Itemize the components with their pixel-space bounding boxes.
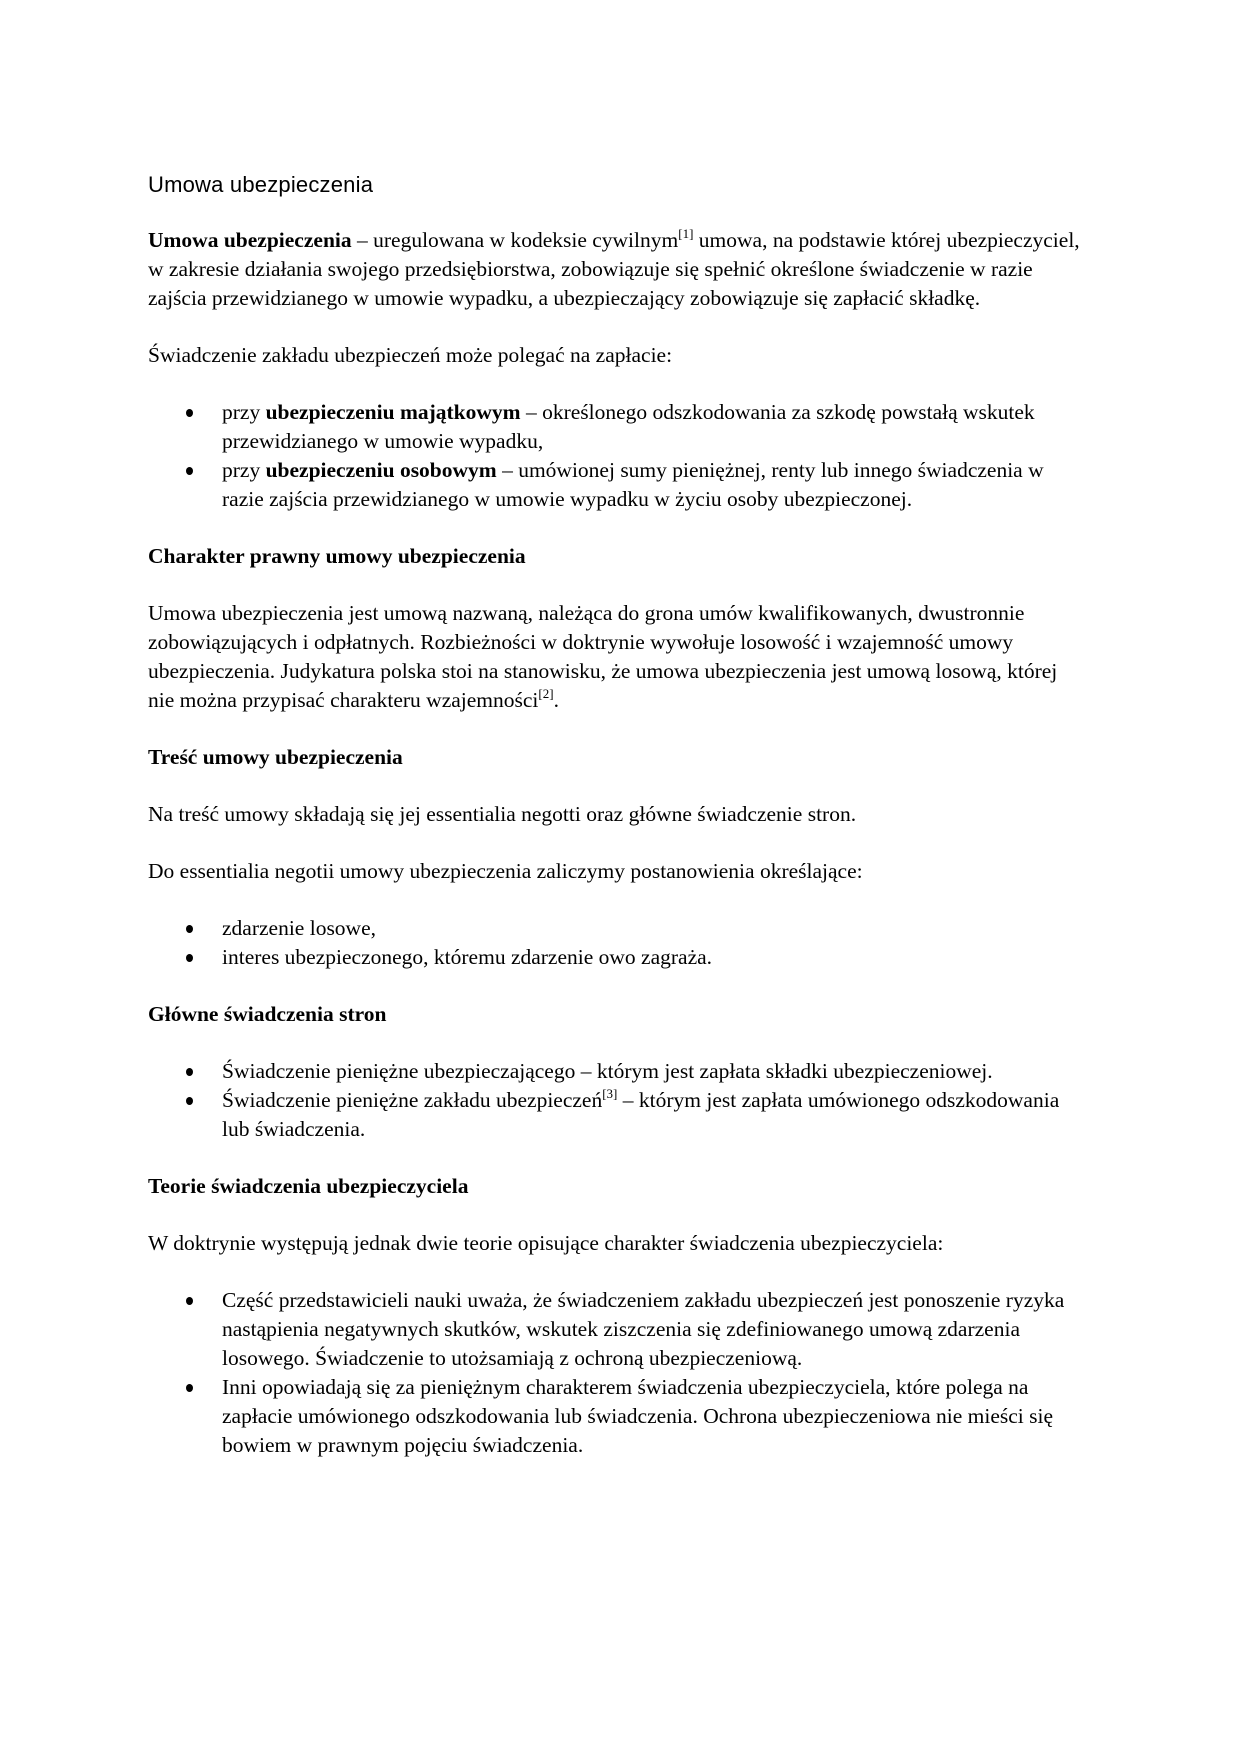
section-heading-content: Treść umowy ubezpieczenia [148,745,403,769]
bullet-icon [186,409,193,417]
item-text: zdarzenie losowe, [222,916,377,940]
bullet-icon [186,467,193,475]
payment-intro: Świadczenie zakładu ubezpieczeń może polegać na zapłacie: [148,343,673,367]
legal-character-text: Umowa ubezpieczenia jest umową nazwaną, należąca do grona umów kwalifikowanych, dwustronnie zobowiązujących i odpłatnych. Rozbieżności w doktrynie wywołuje losowość i wzajemność umowy ubezpieczenia. Judykatura polska stoi na stanowisku, że umowa ubezpieczenia jest umową losową, której nie można przypisać charakteru wzajemności [148,601,1058,712]
bullet-icon [186,954,193,962]
list-item [148,456,1088,514]
item-prefix: przy [222,400,266,424]
item-text: Świadczenie pieniężne ubezpieczającego – którym jest zapłata składki ubezpieczeniowej. [222,1059,993,1083]
list-item [148,398,1088,456]
intro-text-1: – uregulowana w kodeksie cywilnym [351,228,679,252]
section-heading-theories: Teorie świadczenia ubezpieczyciela [148,1174,469,1198]
bullet-icon [186,1097,193,1105]
content-paragraph-2: Do essentialia negotii umowy ubezpieczenia zaliczymy postanowienia określające: [148,859,863,883]
list-item [148,943,1088,972]
item-bold-term: ubezpieczeniu osobowym [265,458,497,482]
bullet-icon [186,925,193,933]
item-text: Świadczenie pieniężne zakładu ubezpieczeń [222,1088,603,1112]
footnote-ref-1[interactable]: [1] [678,226,694,241]
item-text: Inni opowiadają się za pieniężnym charakterem świadczenia ubezpieczyciela, które polega na zapłacie umówionego odszkodowania lub świadczenia. Ochrona ubezpieczeniowa nie mieści się bowiem w prawnym pojęciu świadczenia. [222,1375,1054,1457]
item-text: Część przedstawicieli nauki uważa, że świadczeniem zakładu ubezpieczeń jest ponoszenie ryzyka nastąpienia negatywnych skutków, wskutek ziszczenia się zdefiniowanego umową zdarzenia losowego. Świadczenie to utożsamiają z ochroną ubezpieczeniową. [222,1288,1065,1370]
footnote-ref-3[interactable]: [3] [602,1086,618,1101]
section-heading-legal-character: Charakter prawny umowy ubezpieczenia [148,544,526,568]
theories-paragraph: W doktrynie występują jednak dwie teorie opisujące charakter świadczenia ubezpieczyciela: [148,1231,944,1255]
main-benefits-list [148,1057,1088,1144]
bullet-icon [186,1068,193,1076]
item-text: interes ubezpieczonego, któremu zdarzenie owo zagraża. [222,945,713,969]
document-title: Umowa ubezpieczenia [148,172,374,197]
list-item [148,1057,1088,1086]
legal-character-end: . [553,688,559,712]
document-page [148,172,1088,1460]
list-item [148,1373,1088,1460]
intro-text-2: umowa, na podstawie której ubezpieczyciel, w zakresie działania swojego przedsiębiorstwa, zobowiązuje się spełnić określone świadczenie w razie zajścia przewidzianego w umowie wypadku, a ubezpieczający zobowiązuje się zapłacić składkę. [148,228,1080,310]
payment-list [148,398,1088,514]
content-paragraph-1: Na treść umowy składają się jej essentialia negotti oraz główne świadczenie stron. [148,802,857,826]
legal-character-paragraph [148,599,1088,715]
footnote-ref-2[interactable]: [2] [538,686,554,701]
bullet-icon [186,1297,193,1305]
list-item [148,1286,1088,1373]
theories-list [148,1286,1088,1460]
item-bold-term: ubezpieczeniu majątkowym [265,400,521,424]
bullet-icon [186,1384,193,1392]
item-prefix: przy [222,458,266,482]
item-text-rest: – którym jest zapłata umówionego odszkodowania lub świadczenia. [222,1088,1060,1141]
intro-term: Umowa ubezpieczenia [148,228,352,252]
item-text: – określonego odszkodowania za szkodę powstałą wskutek przewidzianego w umowie wypadku, [222,400,1035,453]
intro-paragraph [148,226,1088,313]
section-heading-main-benefits: Główne świadczenia stron [148,1002,387,1026]
essentialia-list [148,914,1088,972]
list-item [148,1086,1088,1144]
list-item [148,914,1088,943]
item-text: – umówionej sumy pieniężnej, renty lub innego świadczenia w razie zajścia przewidzianego w umowie wypadku w życiu osoby ubezpieczonej. [222,458,1044,511]
